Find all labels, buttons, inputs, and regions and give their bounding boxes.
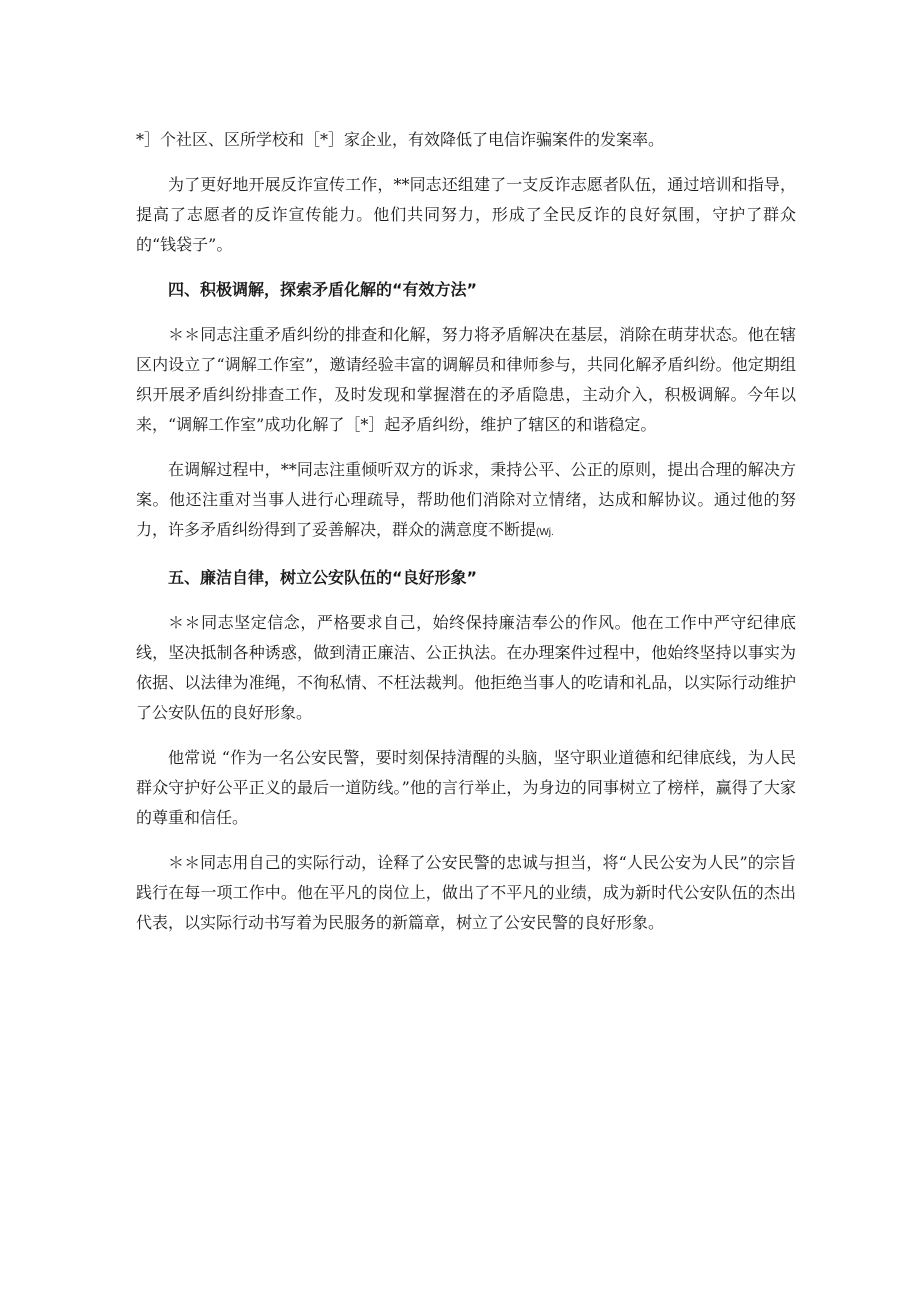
paragraph-conclusion: ＊＊同志用自己的实际行动，诠释了公安民警的忠诚与担当，将“人民公安为人民”的宗旨践行在每一项工作中。他在平凡的岗位上，做出了不平凡的业绩，成为新时代公安队伍的杰出代表，以实际行动书写着为民服务的新篇章，树立了公安民警的良好形象。 xyxy=(136,853,796,932)
paragraph-continuation: *］个社区、区所学校和［*］家企业，有效降低了电信诈骗案件的发案率。 xyxy=(136,130,665,149)
section-heading-4: 四、积极调解，探索矛盾化解的“有效方法” xyxy=(168,280,478,299)
paragraph-integrity: ＊＊同志坚定信念，严格要求自己，始终保持廉洁奉公的作风。他在工作中严守纪律底线，坚决抵制各种诱惑，做到清正廉洁、公正执法。在办理案件过程中，他始终坚持以事实为依据、以法律为准绳，不徇私情、不枉法裁判。他拒绝当事人的吃请和礼品，以实际行动维护了公安队伍的良好形象。 xyxy=(136,613,796,722)
ocr-artifact-text: (Wj. xyxy=(536,527,554,538)
paragraph-mediation-process-text: 在调解过程中，**同志注重倾听双方的诉求，秉持公平、公正的原则，提出合理的解决方案。他还注重对当事人进行心理疏导，帮助他们消除对立情绪，达成和解协议。通过他的努力，许多矛盾纠纷得到了妥善解决，群众的满意度不断提 xyxy=(136,460,796,539)
paragraph-quote: 他常说 “作为一名公安民警，要时刻保持清醒的头脑，坚守职业道德和纪律底线，为人民群众守护好公平正义的最后一道防线。”他的言行举止，为身边的同事树立了榜样，赢得了大家的尊重和信任。 xyxy=(136,748,796,827)
paragraph-volunteer-team: 为了更好地开展反诈宣传工作，**同志还组建了一支反诈志愿者队伍，通过培训和指导，提高了志愿者的反诈宣传能力。他们共同努力，形成了全民反诈的良好氛围，守护了群众的“钱袋子”。 xyxy=(136,175,796,254)
paragraph-mediation-process xyxy=(136,455,796,548)
section-heading-5: 五、廉洁自律，树立公安队伍的“良好形象” xyxy=(168,568,478,587)
document-page xyxy=(136,125,796,953)
paragraph-mediation: ＊＊同志注重矛盾纠纷的排查和化解，努力将矛盾解决在基层，消除在萌芽状态。他在辖区内设立了“调解工作室”，邀请经验丰富的调解员和律师参与，共同化解矛盾纠纷。他定期组织开展矛盾纠纷排查工作，及时发现和掌握潜在的矛盾隐患，主动介入，积极调解。今年以来，“调解工作室”成功化解了［*］起矛盾纠纷，维护了辖区的和谐稳定。 xyxy=(136,325,796,434)
